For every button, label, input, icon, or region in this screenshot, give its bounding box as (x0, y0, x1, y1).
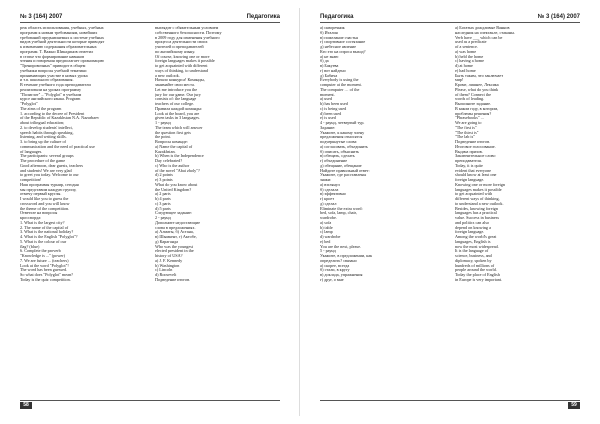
text-line: b) has been used (320, 102, 348, 106)
text-line: 1. What is the largest city? (20, 220, 65, 225)
text-line: 5. What is the colour of our (20, 239, 67, 244)
column-left (320, 26, 445, 394)
text-line: c) Who is the author (155, 163, 190, 168)
text-line: г) друг, о мне (320, 277, 344, 282)
text-line: "Polyglot" (20, 102, 38, 106)
text-line: used as a predicate (455, 40, 487, 45)
text-line: foreign language. (455, 230, 485, 235)
text-line: So what does "Polyglot" mean? (20, 273, 73, 277)
text-line: Начало конкурса! Команды, (155, 78, 205, 83)
text-line: c) 3 parts (155, 201, 171, 206)
text-line: languages has a practical (455, 211, 497, 216)
text-line: Verb have ___ which can be (455, 35, 503, 40)
text-line: г) объединение (320, 159, 348, 163)
page-number: 58 (20, 402, 32, 409)
text-line: of them? Connect the (455, 92, 491, 97)
text-line: "Phrasebooks" ... (455, 116, 484, 121)
text-line: определить? связано (320, 258, 357, 263)
text-line: c) lamp (320, 230, 333, 235)
text-line: people around the world. (455, 268, 497, 273)
text-line: b) When is the Independence (155, 154, 204, 159)
text-line: в статье что формирование навыков (20, 54, 85, 59)
text-line: computer at the moment. (320, 83, 362, 87)
text-line: Among the world's great (455, 235, 497, 239)
text-line: Knowing one or more foreign (455, 182, 506, 187)
text-line: elected president in the (155, 249, 194, 254)
text-columns (20, 26, 280, 394)
text-line: знаки: (320, 178, 332, 182)
text-line: Ответьте на вопросы (20, 211, 58, 216)
section-title: Педагогика (246, 14, 280, 20)
text-line: Выдача призов. (455, 149, 483, 154)
text-line: д) небесное явление (320, 45, 356, 49)
text-line: Please, what do you think (455, 87, 499, 92)
text-line: should know at least one (455, 173, 497, 178)
column-right (455, 26, 580, 394)
text-line: "Knowledge is ..." (power) (20, 254, 66, 258)
text-line: Укажите, в предложении, как (320, 254, 373, 258)
text-line: В течение учебного года преподаватели (20, 83, 91, 87)
text-line: teachers of our college. (155, 102, 195, 106)
text-line: б) описать, объяснить (320, 149, 359, 154)
text-line: e) had home (455, 68, 476, 73)
column-right (155, 26, 280, 394)
text-line: Кто это на опроса выход? (320, 49, 366, 54)
text-line: You are the next, please. (320, 244, 361, 249)
text-line: Look at the word "Polyglot"! (20, 263, 69, 268)
text-line: б) стали, в кругу (320, 268, 350, 273)
text-line: and politics can also (455, 220, 490, 225)
text-line: в 2009 году для изменения учебного (155, 35, 220, 40)
text-line: в) эффективно (320, 192, 346, 197)
text-line: д) обещание, обещание (320, 163, 362, 168)
text-line: г) кроет (320, 197, 335, 201)
text-line: принимающих участие в новых урока (20, 73, 88, 78)
text-line: 1. according to the decree of President (20, 111, 85, 116)
text-line: программ к новым требованиям, новейших (20, 30, 98, 35)
text-columns (320, 26, 580, 394)
text-line: Today the place of English (455, 273, 500, 277)
text-line: "The lab is" (455, 135, 475, 140)
text-line: Besides, knowing foreign (455, 206, 498, 211)
text-line: мир! (455, 78, 464, 83)
text-line: and students! We are very glad (20, 168, 72, 173)
page-header (20, 13, 280, 23)
text-line: history of USA? (155, 254, 183, 258)
text-line: b) table (320, 225, 333, 230)
text-line: languages makes it possible (455, 187, 502, 192)
text-line: to understand a new outlook. (455, 201, 504, 206)
text-line: 4 - раунд, четвертый тур. (320, 121, 365, 125)
text-line: The procedure of the game (20, 159, 66, 163)
text-line: в) Бакуева (320, 64, 339, 68)
text-line: languages, English is (455, 239, 491, 244)
text-line: What do you know about (155, 182, 198, 187)
text-line: в) пожелание счастья (320, 35, 358, 40)
text-line: d) 5 parts (155, 206, 171, 211)
text-line: a) sofa (320, 220, 332, 225)
text-line: given tasks in 3 languages. (155, 116, 201, 121)
text-line: Вопросы команде: (155, 140, 188, 144)
text-line: процесса деятельности своих (155, 40, 208, 45)
issue-number: № 3 (164) 2007 (20, 14, 63, 20)
text-line: выглядит с обязательным условием (155, 26, 219, 30)
text-line: а) Алматы, б) Астана, (155, 230, 194, 235)
text-line: по английскому языку. (155, 49, 196, 54)
text-line: 5 - раунд (320, 249, 336, 254)
text-line: a new outlook. (155, 73, 180, 78)
text-line: д) Бабича (320, 73, 338, 78)
text-line: the point. (155, 135, 171, 140)
text-line: words of leading. (455, 97, 485, 102)
text-line: hundreds of millions of (455, 263, 495, 268)
text-line: "Полиглот" – "Polyglot" в учебном (20, 92, 82, 97)
text-line: speech habits through speaking, (20, 130, 74, 135)
text-line: учебники вопросы учебной тематики (20, 68, 87, 73)
column-left (20, 26, 145, 394)
text-line: Кроме, лишнее, Лексика (455, 83, 499, 87)
text-line: 2. The name of the capital of (20, 225, 69, 230)
text-line: d) at home (455, 64, 473, 68)
text-line: слова в предложениях. (155, 225, 196, 230)
text-line: The team which will answer (155, 125, 203, 130)
page-number: 59 (568, 402, 580, 409)
text-line: Look at the board, you are (155, 111, 200, 116)
issue-number: № 3 (164) 2007 (537, 14, 580, 20)
text-line: to get acquainted with (455, 192, 493, 197)
text-line: now the most widespread. (455, 244, 499, 249)
text-line: different ways of thinking, (455, 197, 500, 201)
text-line: "The thirst is" (455, 130, 479, 135)
text-line: реж область использования, учебных, учебных (20, 26, 104, 30)
text-line: Let me introduce you the (155, 87, 198, 92)
text-line: Укажите, к какому члену (320, 130, 365, 135)
text-line: Укажите, где расставлены (320, 173, 367, 178)
text-line: кроссворда: (20, 216, 42, 220)
text-line: Today, it is quite (455, 163, 483, 168)
page-header (320, 13, 580, 23)
text-line: diplomacy, spoken by (455, 258, 492, 263)
text-line: of a sentence. (455, 45, 478, 49)
text-line: требований предъявляемых к системе учебных (20, 35, 104, 40)
text-line: собственного безопасности. Поэтому (155, 30, 222, 35)
text-line: the United Kingdom? (155, 187, 192, 192)
text-line: to greet you today. Welcome to our (20, 173, 79, 178)
text-line: Everybody is using the (320, 78, 359, 83)
text-line: c) is being used (320, 106, 347, 111)
text-line: b) Washington (155, 263, 180, 268)
text-line: отмечу первый круглы. (20, 192, 62, 197)
text-line: consists of: the language (155, 97, 197, 102)
text-line: 6. Complete the proverb (20, 249, 61, 254)
text-line: a) used (320, 97, 332, 102)
text-line: of languages. (20, 149, 43, 154)
text-line: of the novel "Abai zholy"? (155, 168, 200, 173)
text-line: communication and the need of practical use (20, 144, 95, 149)
text-line: видов учебной деятельности которые приводят (20, 40, 105, 45)
text-line: курсе английского языка. Program (20, 97, 81, 102)
text-line: It is the language of (455, 249, 489, 254)
text-line: value. Success in business (455, 216, 499, 220)
text-line: a) Name the capital of (155, 144, 193, 149)
text-line: 2. to develop students' intellect, (20, 125, 73, 130)
text-line: б) Италия (320, 30, 338, 35)
text-line: in Europe is very important. (455, 277, 503, 282)
text-line: Заключительное слово (455, 154, 496, 159)
text-line: d) Roosevelt (155, 273, 177, 277)
right-page (300, 0, 600, 424)
text-line: мы представим каждую группу, (20, 187, 77, 192)
text-line: 4. What is the English "Polyglot"? (20, 235, 78, 239)
text-line: We are going to (455, 121, 482, 125)
text-line: d) wardrobe (320, 235, 341, 239)
text-line: crossword and you will know (20, 201, 70, 206)
text-line: the question first gets (155, 130, 191, 135)
text-line: Of course, knowing one or more (155, 54, 210, 59)
text-line: Дополните недостающие (155, 220, 200, 225)
page-footer (20, 400, 280, 410)
text-line: b) held the home (455, 54, 484, 59)
text-line: а) не знаю (320, 54, 339, 59)
text-line: предложения относятся (320, 135, 363, 140)
text-line: 2 - раунд (155, 216, 171, 220)
text-line: a) J. F. Kennedy (155, 258, 183, 263)
text-line: наследник на спектакле, стаканы. (455, 30, 515, 35)
text-line: в) обещать, сделать (320, 154, 355, 159)
text-line: jury for our game. Our jury (155, 92, 201, 97)
text-line: wardrobe. (320, 216, 337, 220)
text-line: b) 4 parts (155, 197, 171, 201)
text-line: a) was home (455, 49, 477, 54)
text-line: e) bed (320, 239, 331, 244)
text-line: 3. to bring up the culture of (20, 140, 66, 144)
text-line: The aims of the program (20, 106, 62, 111)
text-line: Good afternoon, dear guests, teachers (20, 163, 84, 168)
text-line: I would like you to guess the (20, 197, 69, 201)
text-line: б) да (320, 59, 329, 64)
text-line: about trilingual education; (20, 121, 65, 125)
text-line: ways of thinking, to understand (155, 68, 208, 73)
text-line: занимайте свои места. (155, 83, 195, 87)
text-line: science, business, and (455, 254, 492, 258)
page-footer (320, 400, 580, 410)
text-line: Day celebrated? (155, 159, 183, 163)
text-line: учителей и преподавателей (155, 45, 204, 49)
text-line: of the Republic of Kazakhstan N.A. Nazarbaev (20, 116, 100, 121)
text-line: подчеркнутые слова: (320, 140, 358, 144)
text-line: программ. Т. Важно Шикадинов отметил (20, 49, 94, 54)
text-line: а) скворечник (320, 26, 345, 30)
text-line: а) взглянул (320, 182, 340, 187)
text-line: реализовали на уроках программу (20, 87, 82, 92)
text-line: 1 - раунд (155, 121, 171, 125)
text-line: bed, sofa, lamp, chair, (320, 211, 357, 216)
text-line: foreign language. (455, 178, 485, 182)
text-line: Подведение итогов. (155, 277, 191, 282)
text-line: evident that everyone (455, 168, 492, 173)
text-line: d) been used (320, 111, 342, 116)
text-line: c) Lincoln (155, 268, 173, 273)
text-line: чтения и говорения предполагает организацию (20, 59, 104, 64)
text-line: Итоговое голосование. (455, 144, 496, 149)
text-line: проблемы решения? (455, 111, 492, 116)
text-line: б) сделала (320, 187, 339, 192)
text-line: flag? (blue) (20, 244, 40, 249)
text-line: 3. What is the national holiday? (20, 230, 74, 235)
text-line: в) доклада, упражнения (320, 273, 363, 277)
text-line: listening, and writing skills. (20, 135, 67, 140)
text-line: г) вот найдено (320, 68, 346, 73)
text-line: The computer … of the (320, 87, 360, 92)
text-line: the theme of the competition. (20, 206, 70, 211)
text-line: foreign languages makes it possible (155, 59, 215, 64)
text-line: а) согласовать, объединить (320, 144, 368, 149)
text-line: "The first is" (455, 125, 477, 130)
text-line: Kazakhstan. (155, 149, 176, 154)
text-line: Найдите правильный ответ: (320, 168, 370, 173)
text-line: В каком году, в котором, (455, 106, 499, 111)
text-line: depend on knowing a (455, 225, 491, 230)
text-line: Eliminate the extra word: (320, 206, 363, 211)
text-line: moment. (320, 92, 335, 97)
text-line: Выполните задание. (455, 102, 492, 106)
text-line: e) is used (320, 116, 336, 121)
text-line: Правила каждой команды: (155, 106, 203, 111)
text-line: к изменению содержания образовательных (20, 45, 97, 49)
text-line: и т.п. школьного образования. (20, 78, 74, 83)
text-line: Today is the quiz competition. (20, 277, 71, 282)
text-line: to get acquainted with different (155, 64, 208, 68)
section-title: Педагогика (320, 14, 354, 20)
text-line: Следующее задание: (155, 211, 193, 216)
text-line: Who was the youngest (155, 244, 194, 249)
text-line: а) скорее, всегда (320, 263, 350, 268)
text-line: The participants: several groups (20, 154, 74, 159)
text-line: c) having a home (455, 59, 484, 64)
text-line: в) Шымкент, г) Актобе, (155, 235, 197, 239)
text-line: Подведение итогов. (455, 140, 491, 144)
text-line: Быть таким, что заключает (455, 73, 504, 78)
text-line: преподавателя. (455, 159, 482, 163)
text-line: Наш программы турнир, сегодня (20, 182, 79, 187)
text-line: d) 2 points (155, 173, 173, 178)
text-line: г) спортивное состязание (320, 40, 366, 45)
text-line: 7. We are future ... (teachers) (20, 258, 69, 263)
text-line: a) 2 parts (155, 192, 171, 197)
text-line: competition! (20, 178, 42, 182)
text-line: а) Богатых дождливые Ваннов (455, 26, 510, 30)
text-line: The word has been guessed. (20, 268, 68, 273)
text-line: д) сделал (320, 201, 337, 206)
text-line: e) 3 points (155, 178, 173, 182)
text-line: "Тренировочных" приводит в общем (20, 64, 86, 68)
text-line: Задание: (320, 125, 336, 130)
text-line: д) Караганда (155, 239, 178, 244)
